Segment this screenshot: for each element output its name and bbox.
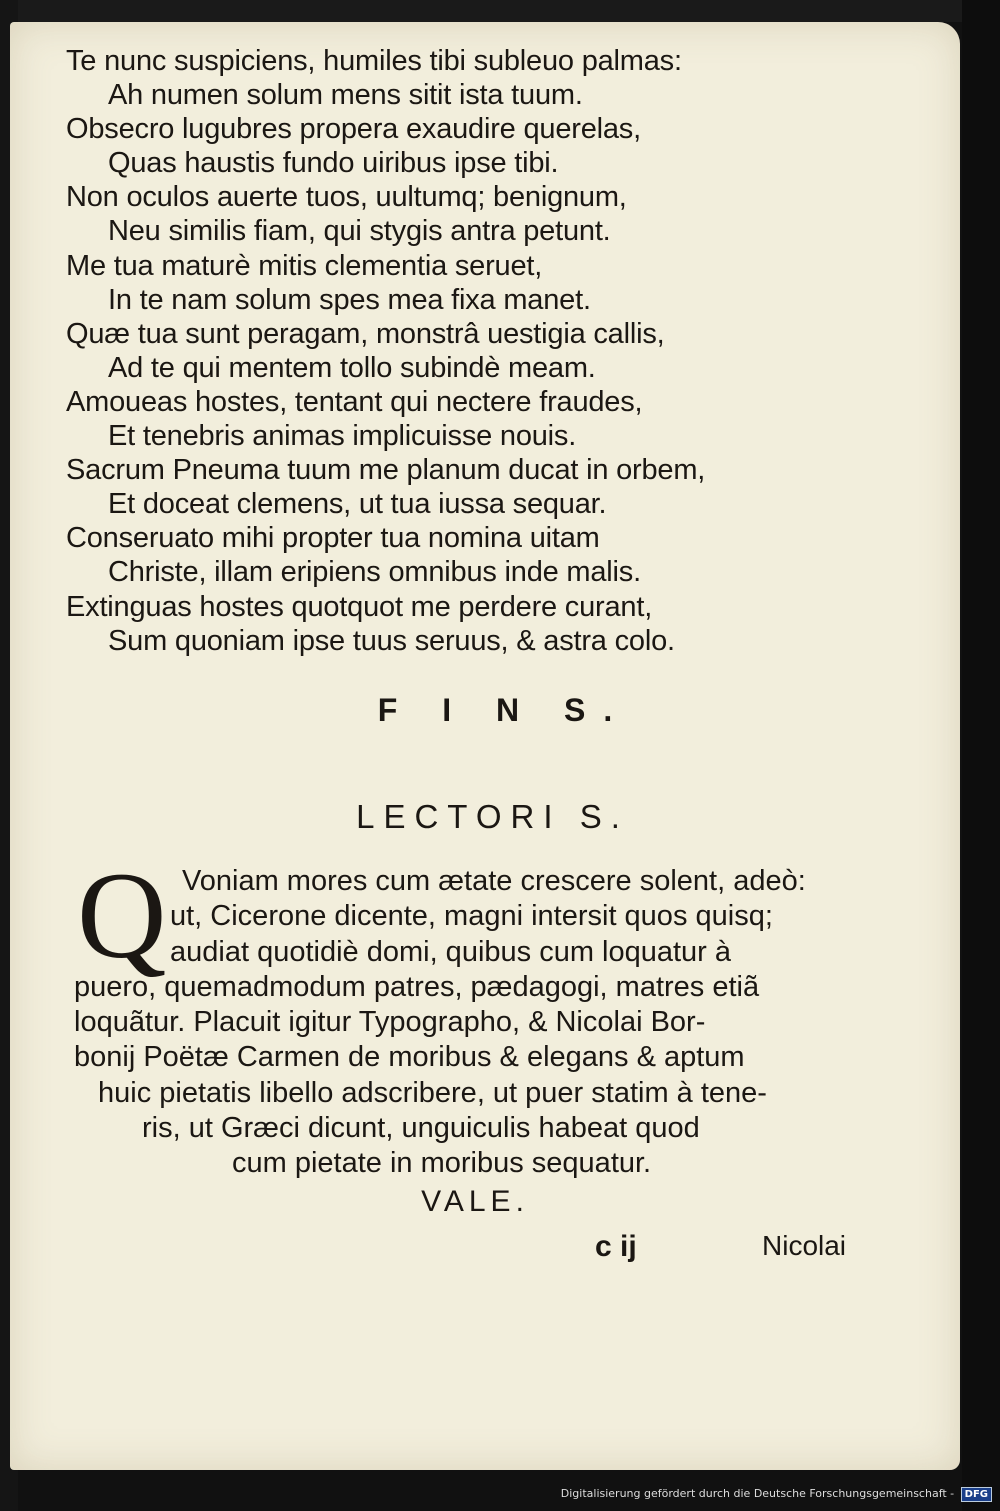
scan-border-top xyxy=(0,0,1000,22)
poem-line: Quæ tua sunt peragam, monstrâ uestigia callis, xyxy=(66,317,665,350)
drop-cap: Q xyxy=(77,847,167,984)
poem-line: Amoueas hostes, tentant qui nectere fraudes, xyxy=(66,385,643,418)
preface-line: loquãtur. Placuit igitur Typographo, & Nicolai Bor- xyxy=(74,1006,706,1039)
lectori-heading: LECTORI S. xyxy=(356,798,629,835)
dfg-logo: DFG xyxy=(961,1487,992,1502)
preface-line: ris, ut Græci dicunt, unguiculis habeat quod xyxy=(142,1112,700,1145)
preface-line: cum pietate in moribus sequatur. xyxy=(232,1147,652,1180)
signature-mark: c ij xyxy=(595,1230,637,1263)
poem-line: Non oculos auerte tuos, uultumq; benignum, xyxy=(66,181,627,214)
poem-line: Et doceat clemens, ut tua iussa sequar. xyxy=(108,488,607,521)
poem-line: Sum quoniam ipse tuus seruus, & astra colo. xyxy=(108,624,675,657)
preface-line: puero, quemadmodum patres, pædagogi, matres etiã xyxy=(74,970,760,1003)
poem-line: Sacrum Pneuma tuum me planum ducat in orbem, xyxy=(66,454,706,487)
vale-closing: VALE. xyxy=(421,1185,529,1218)
poem-line: Obsecro lugubres propera exaudire querelas, xyxy=(66,113,641,146)
poem-line: Et tenebris animas implicuisse nouis. xyxy=(108,420,577,453)
poem-line: Neu similis fiam, qui stygis antra petunt. xyxy=(108,215,611,248)
credit-text: Digitalisierung gefördert durch die Deutsche Forschungsgemeinschaft - xyxy=(560,1487,955,1500)
poem-block xyxy=(66,44,946,658)
preface-line: audiat quotidiè domi, quibus cum loquatur à xyxy=(170,935,732,968)
poem-line: In te nam solum spes mea fixa manet. xyxy=(108,283,591,316)
preface-line: ut, Cicerone dicente, magni intersit quos quisq; xyxy=(170,900,773,933)
poem-line: Ah numen solum mens sitit ista tuum. xyxy=(108,79,583,112)
poem-line: Te nunc suspiciens, humiles tibi subleuo palmas: xyxy=(66,45,682,77)
preface-line: Voniam mores cum ætate crescere solent, adeò: xyxy=(182,865,806,897)
preface-block xyxy=(74,847,904,1182)
poem-line: Me tua maturè mitis clementia seruet, xyxy=(66,249,543,282)
preface-line: bonij Poëtæ Carmen de moribus & elegans & aptum xyxy=(74,1041,745,1074)
poem-line: Extinguas hostes quotquot me perdere curant, xyxy=(66,590,653,623)
scan-border-right xyxy=(962,0,1000,1511)
poem-line: Christe, illam eripiens omnibus inde malis. xyxy=(108,556,641,589)
poem-line: Quas haustis fundo uiribus ipse tibi. xyxy=(108,147,559,180)
preface-line: huic pietatis libello adscribere, ut puer statim à tene- xyxy=(98,1076,767,1109)
digitization-credit xyxy=(561,1487,992,1507)
poem-line: Conseruato mihi propter tua nomina uitam xyxy=(66,522,600,555)
poem-line: Ad te qui mentem tollo subindè meam. xyxy=(108,351,596,384)
finis-heading: F I N S. xyxy=(377,692,631,728)
catchword: Nicolai xyxy=(762,1230,847,1261)
book-page xyxy=(10,22,960,1470)
